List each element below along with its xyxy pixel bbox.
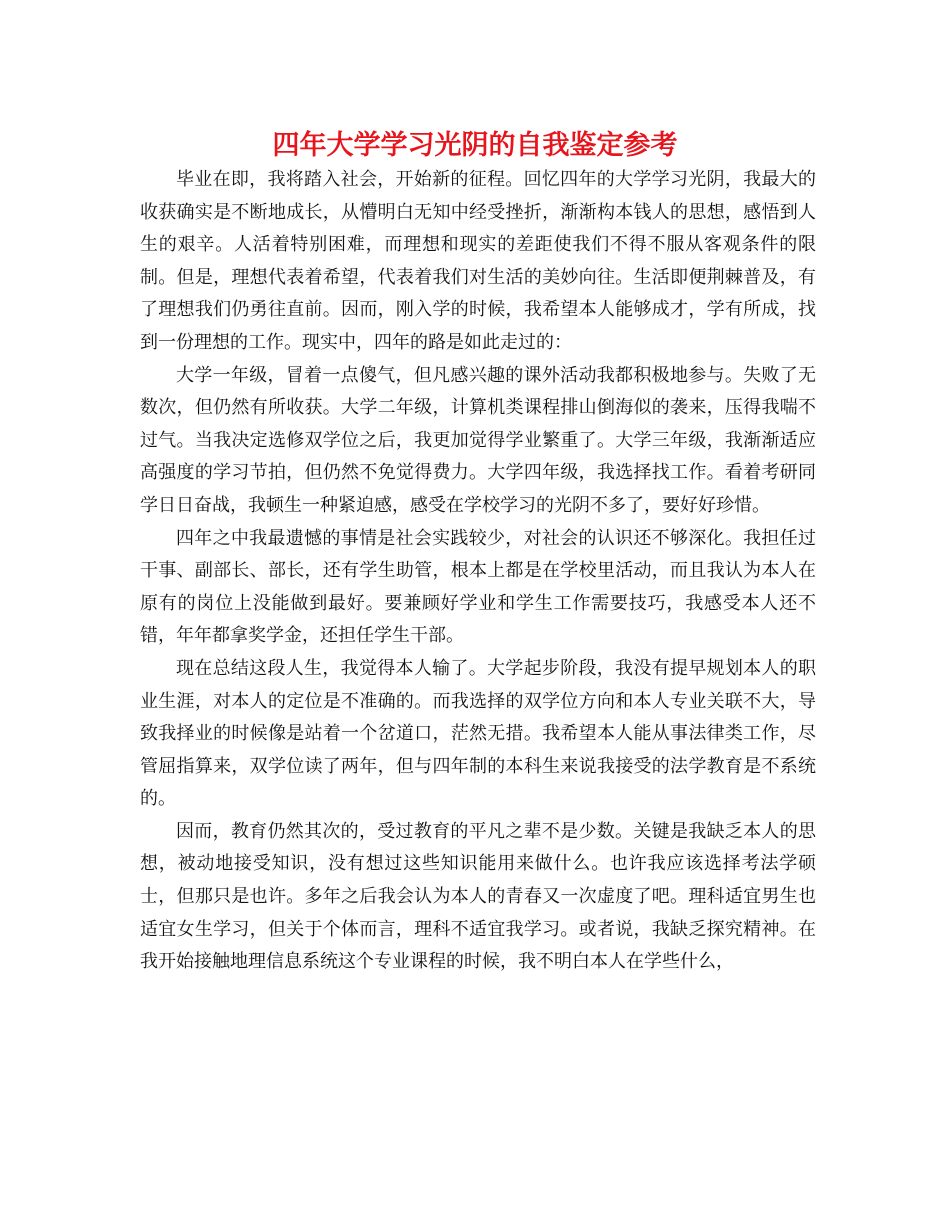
paragraph-1: 毕业在即，我将踏入社会，开始新的征程。回忆四年的大学学习光阴，我最大的收获确实是不断地成长，从懵明白无知中经受挫折，渐渐构本钱人的思想，感悟到人生的艰辛。人活着特别困难，而理想和现实的差距使我们不得不服从客观条件的限制。但是，理想代表着希望，代表着我们对生活的美妙向往。生活即便荆棘普及，有了理想我们仍勇往直前。因而，刚入学的时候，我希望本人能够成才，学有所成，找到一份理想的工作。现实中，四年的路是如此走过的：	[140, 169, 816, 353]
paragraph-4: 现在总结这段人生，我觉得本人输了。大学起步阶段，我没有提早规划本人的职业生涯，对本人的定位是不准确的。而我选择的双学位方向和本人专业关联不大，导致我择业的时候像是站着一个岔道口，茫然无措。我希望本人能从事法律类工作，尽管屈指算来，双学位读了两年，但与四年制的本科生来说我接受的法学教育是不系统的。	[140, 657, 816, 810]
paragraph-2: 大学一年级，冒着一点傻气，但凡感兴趣的课外活动我都积极地参与。失败了无数次，但仍然有所收获。大学二年级，计算机类课程排山倒海似的袭来，压得我喘不过气。当我决定选修双学位之后，我更加觉得学业繁重了。大学三年级，我渐渐适应高强度的学习节拍，但仍然不免觉得费力。大学四年级，我选择找工作。看着考研同学日日奋战，我顿生一种紧迫感，感受在学校学习的光阴不多了，要好好珍惜。	[140, 364, 816, 516]
paragraph-3: 四年之中我最遗憾的事情是社会实践较少，对社会的认识还不够深化。我担任过干事、副部长、部长，还有学生助管，根本上都是在学校里活动，而且我认为本人在原有的岗位上没能做到最好。要兼顾好学业和学生工作需要技巧，我感受本人还不错，年年都拿奖学金，还担任学生干部。	[140, 527, 816, 647]
document-body	[140, 164, 816, 979]
document-title: 四年大学学习光阴的自我鉴定参考	[272, 130, 678, 161]
paragraph-5: 因而，教育仍然其次的，受过教育的平凡之辈不是少数。关键是我缺乏本人的思想，被动地接受知识，没有想过这些知识能用来做什么。也许我应该选择考法学硕士，但那只是也许。多年之后我会认为本人的青春又一次虚度了吧。理科适宜男生也适宜女生学习，但关于个体而言，理科不适宜我学习。或者说，我缺乏探究精神。在我开始接触地理信息系统这个专业课程的时候，我不明白本人在学些什么，	[140, 820, 816, 973]
